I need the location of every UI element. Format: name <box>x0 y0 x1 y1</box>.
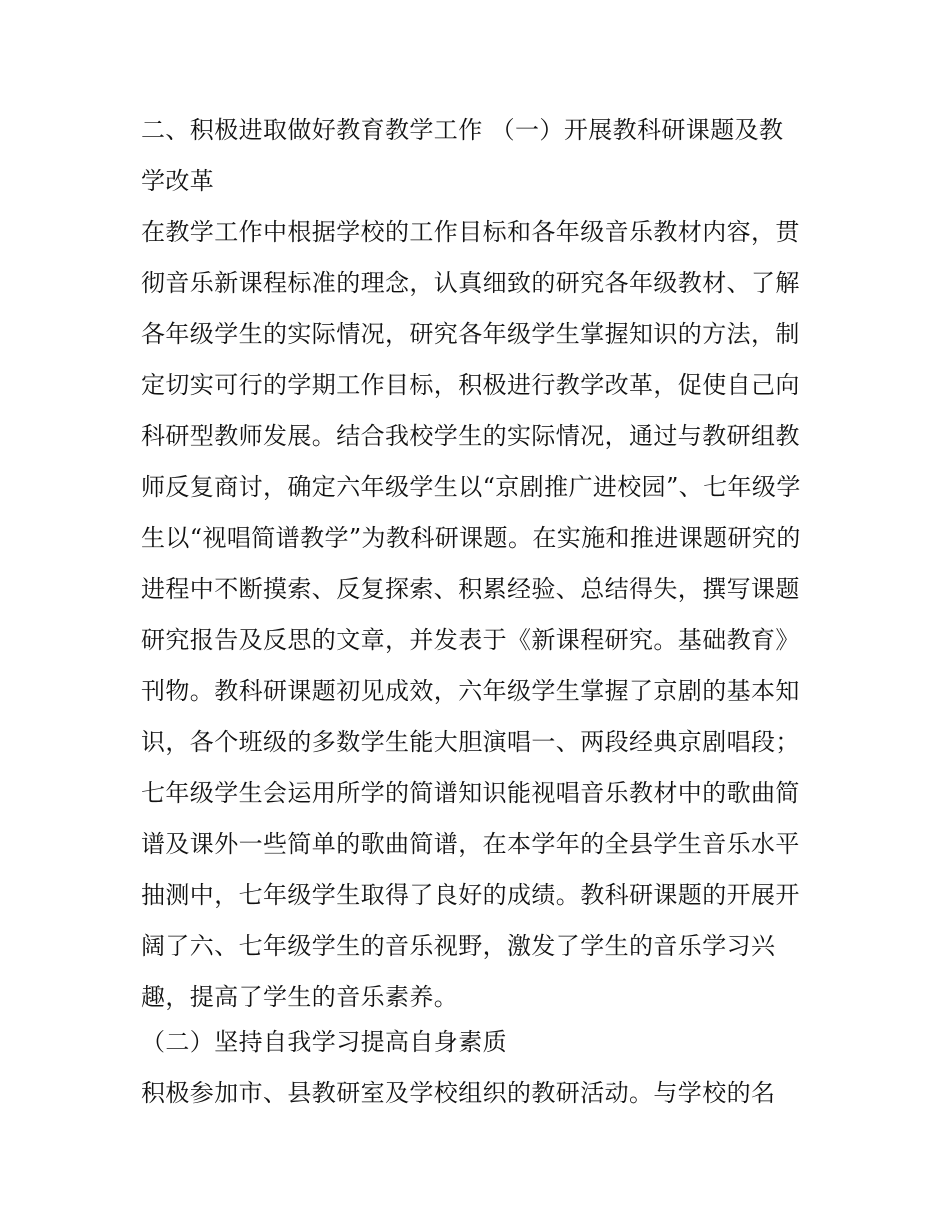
paragraph-line: 抽测中，七年级学生取得了良好的成绩。教科研课题的开展开 <box>141 881 800 909</box>
paragraph-line: 阔了六、七年级学生的音乐视野，激发了学生的音乐学习兴 <box>141 932 776 960</box>
paragraph-line: 研究报告及反思的文章，并发表于《新课程研究。基础教育》 <box>141 626 800 654</box>
paragraph-line: 刊物。教科研课题初见成效，六年级学生掌握了京剧的基本知 <box>141 677 800 705</box>
paragraph-line: 生以“视唱简谱教学”为教科研课题。在实施和推进课题研究的 <box>141 524 801 552</box>
paragraph-line: 师反复商讨，确定六年级学生以“京剧推广进校园”、七年级学 <box>141 473 801 501</box>
paragraph-line: 七年级学生会运用所学的简谱知识能视唱音乐教材中的歌曲简 <box>141 779 800 807</box>
heading-section-two-continued: 学改革 <box>141 167 215 195</box>
heading-section-two: 二、积极进取做好教育教学工作 （一）开展教科研课题及教 <box>141 116 784 144</box>
paragraph-line: 谱及课外一些简单的歌曲简谱，在本学年的全县学生音乐水平 <box>141 830 800 858</box>
paragraph-line: 各年级学生的实际情况，研究各年级学生掌握知识的方法，制 <box>141 320 800 348</box>
paragraph-line: 识，各个班级的多数学生能大胆演唱一、两段经典京剧唱段； <box>141 728 800 756</box>
paragraph-line: 趣，提高了学生的音乐素养。 <box>141 983 459 1011</box>
paragraph-line: 进程中不断摸索、反复探索、积累经验、总结得失，撰写课题 <box>141 575 800 603</box>
paragraph-line: 在教学工作中根据学校的工作目标和各年级音乐教材内容，贯 <box>141 218 800 246</box>
paragraph-line: 科研型教师发展。结合我校学生的实际情况，通过与教研组教 <box>141 422 800 450</box>
paragraph-line: 彻音乐新课程标准的理念，认真细致的研究各年级教材、了解 <box>141 269 800 297</box>
heading-subsection-two: （二）坚持自我学习提高自身素质 <box>141 1028 507 1056</box>
paragraph-line: 定切实可行的学期工作目标，积极进行教学改革，促使自己向 <box>141 371 800 399</box>
paragraph-line: 积极参加市、县教研室及学校组织的教研活动。与学校的名 <box>141 1079 776 1107</box>
